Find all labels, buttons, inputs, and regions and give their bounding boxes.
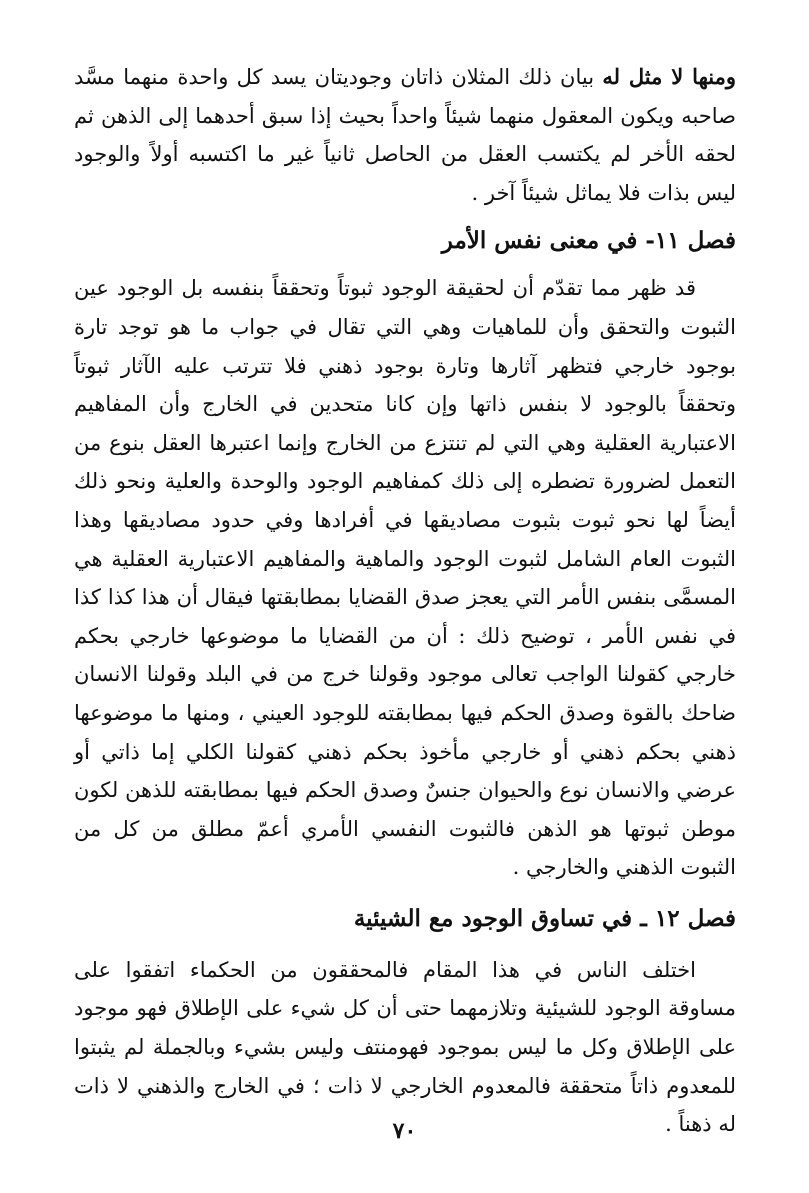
page-number: ٧٠: [392, 1118, 417, 1144]
paragraph-1-lead: ومنها لا مثل له: [602, 64, 736, 89]
paragraph-1-text: بيان ذلك المثلان ذاتان وجوديتان يسد كل واحدة منهما مسَّد صاحبه ويكون المعقول منهما شيئاً واحداً بحيث إذا سبق أحدهما إلى الذهن ثم لحقه الأخر لم يكتسب العقل من الحاصل ثانياً غير ما اكتسبه أولاً والوجود ليس بذات فلا يماثل شيئاً آخر .: [74, 65, 736, 205]
section-heading-11: فصل ١١- في معنى نفس الأمر: [441, 227, 736, 255]
page-body: [74, 58, 736, 1144]
paragraph-3: اختلف الناس في هذا المقام فالمحققون من الحكماء اتفقوا على مساوقة الوجود للشيئية وتلازمهما حتى أن كل شيء على الإطلاق فهو موجود على الإطلاق وكل ما ليس بموجود فهومنتف وليس بشيء وبالجملة لم يثبتوا للمعدوم ذاتاً متحققة فالمعدوم الخارجي لا ذات ؛ في الخارج والذهني لا ذات له ذهناً .: [74, 957, 736, 1137]
section-heading-12: فصل ١٢ ـ في تساوق الوجود مع الشيئية: [353, 904, 736, 932]
paragraph-2: قد ظهر مما تقدّم أن لحقيقة الوجود ثبوتاً وتحققاً بنفسه بل الوجود عين الثبوت والتحقق وأن للماهيات وهي التي تقال في جواب ما هو توجد تارة بوجود خارجي فتظهر آثارها وتارة بوجود ذهني فلا تترتب عليه الآثار ثبوتاً وتحققاً بالوجود لا بنفس ذاتها وإن كانا متحدين في الخارج وأن المفاهيم الاعتبارية العقلية وهي التي لم تنتزع من الخارج وإنما اعتبرها العقل بنوع من التعمل لضرورة تضطره إلى ذلك كمفاهيم الوجود والوحدة والعلية ونحو ذلك أيضاً لها نحو ثبوت بثبوت مصاديقها في أفرادها وفي حدود مصاديقها وهذا الثبوت العام الشامل لثبوت الوجود والماهية والمفاهيم الاعتبارية العقلية هي المسمَّى بنفس الأمر التي يعجز صدق القضايا بمطابقتها فيقال أن هذا كذا كذا في نفس الأمر ، توضيح ذلك : أن من القضايا ما موضوعها خارجي بحكم خارجي كقولنا الواجب تعالى موجود وقولنا خرج من في البلد وقولنا الانسان ضاحك بالقوة وصدق الحكم فيها بمطابقته للوجود العيني ، ومنها ما موضوعها ذهني بحكم ذهني أو خارجي مأخوذ بحكم ذهني كقولنا الكلي إما ذاتي أو عرضي والانسان نوع والحيوان جنسٌ وصدق الحكم فيها بمطابقته للذهن لكون موطن ثبوتها هو الذهن فالثبوت النفسي الأمري أعمّ مطلق من كل من الثبوت الذهني والخارجي .: [74, 276, 736, 880]
paragraph-1: [74, 58, 736, 212]
